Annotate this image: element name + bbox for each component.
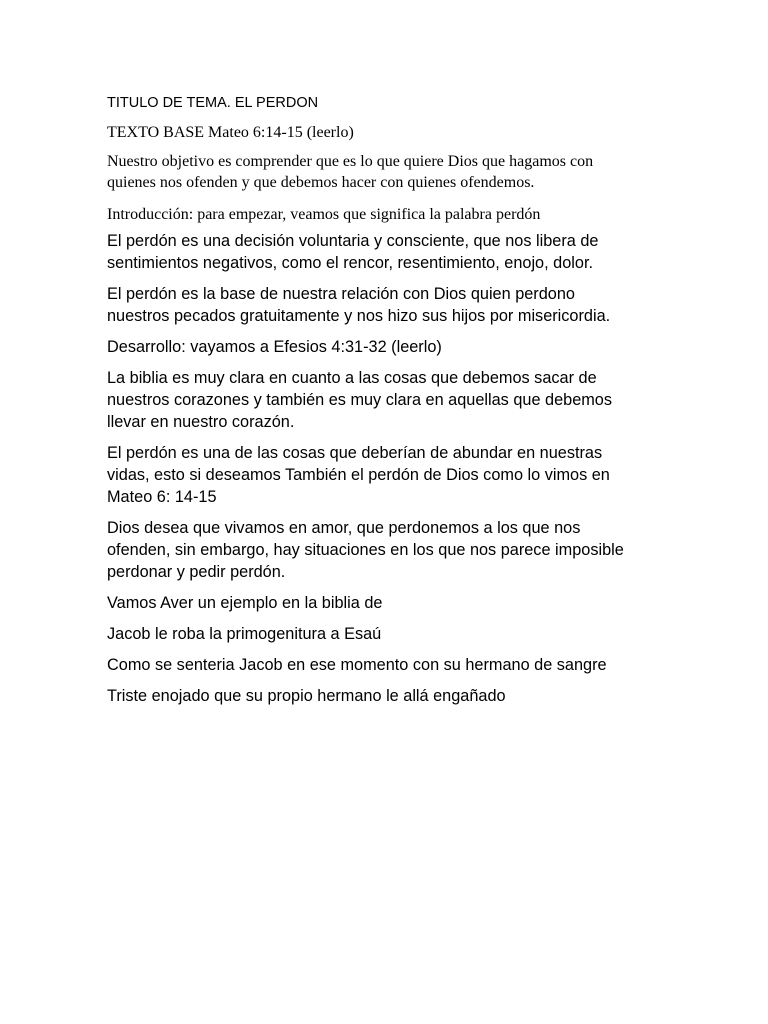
objective-line: Nuestro objetivo es comprender que es lo que quiere Dios que hagamos con [107, 153, 594, 170]
paragraph-line: Dios desea que vivamos en amor, que perdonemos a los que nos [107, 519, 581, 537]
introduction: Introducción: para empezar, veamos que significa la palabra perdón [107, 206, 541, 223]
paragraph-feeling [107, 654, 667, 676]
paragraph-definition [107, 230, 667, 274]
paragraph-sad [107, 685, 667, 707]
document-page [107, 93, 667, 716]
document-title: TITULO DE TEMA. EL PERDON [107, 95, 319, 111]
paragraph-line: El perdón es la base de nuestra relación con Dios quien perdono [107, 285, 575, 303]
paragraph-line: Mateo 6: 14-15 [107, 488, 217, 506]
paragraph-line: llevar en nuestro corazón. [107, 413, 295, 431]
paragraph-line: nuestros corazones y también es muy clara en aquellas que debemos [107, 391, 613, 409]
paragraph-line: La biblia es muy clara en cuanto a las cosas que debemos sacar de [107, 369, 597, 387]
paragraph-abundance [107, 442, 667, 508]
paragraph-line: sentimientos negativos, como el rencor, resentimiento, enojo, dolor. [107, 254, 593, 272]
paragraph-line: Como se senteria Jacob en ese momento con su hermano de sangre [107, 656, 607, 674]
paragraph-line: Jacob le roba la primogenitura a Esaú [107, 625, 382, 643]
paragraph-jacob [107, 623, 667, 645]
paragraph-line: Vamos Aver un ejemplo en la biblia de [107, 594, 383, 612]
paragraph-line: nuestros pecados gratuitamente y nos hizo sus hijos por misericordia. [107, 307, 611, 325]
objective-paragraph [107, 151, 667, 193]
paragraph-line: Triste enojado que su propio hermano le allá engañado [107, 687, 506, 705]
paragraph-development [107, 336, 667, 358]
objective-line: quienes nos ofenden y que debemos hacer con quienes ofendemos. [107, 174, 535, 191]
paragraph-example [107, 592, 667, 614]
paragraph-bible-clarity [107, 367, 667, 433]
paragraph-relationship [107, 283, 667, 327]
paragraph-line: El perdón es una decisión voluntaria y consciente, que nos libera de [107, 232, 599, 250]
paragraph-line: El perdón es una de las cosas que deberían de abundar en nuestras [107, 444, 603, 462]
paragraph-love [107, 517, 667, 583]
base-text: TEXTO BASE Mateo 6:14-15 (leerlo) [107, 124, 354, 141]
paragraph-line: ofenden, sin embargo, hay situaciones en los que nos parece imposible [107, 541, 624, 559]
paragraph-line: vidas, esto si deseamos También el perdón de Dios como lo vimos en [107, 466, 610, 484]
paragraph-line: Desarrollo: vayamos a Efesios 4:31-32 (leerlo) [107, 338, 442, 356]
paragraph-line: perdonar y pedir perdón. [107, 563, 286, 581]
